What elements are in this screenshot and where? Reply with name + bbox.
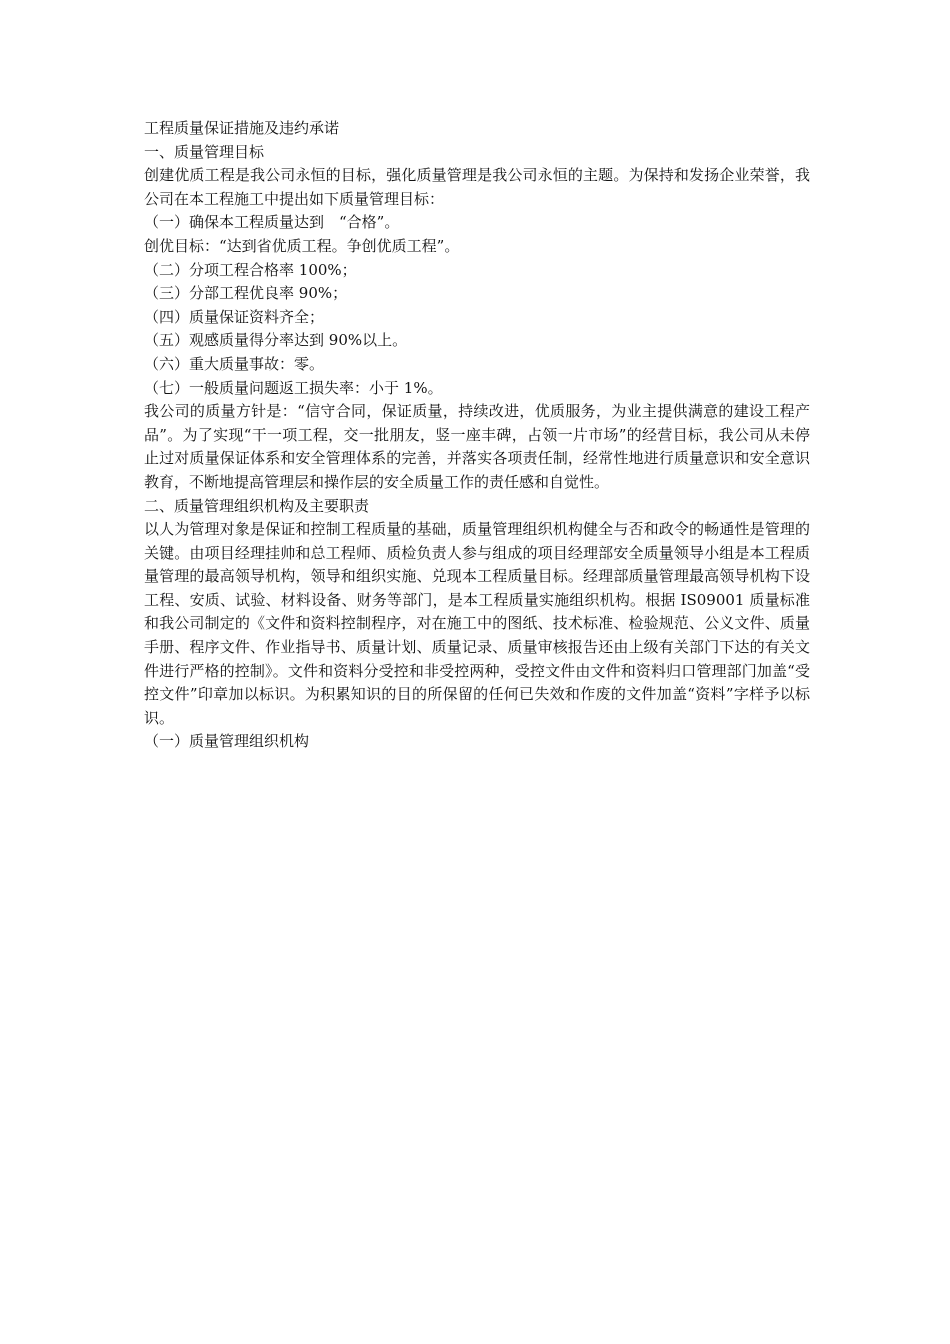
- quality-policy-paragraph: 我公司的质量方针是：“信守合同，保证质量，持续改进，优质服务，为业主提供满意的建设工程产品”。为了实现“干一项工程，交一批朋友，竖一座丰碑，占领一片市场”的经营目标，我公司从未停止过对质量保证体系和安全管理体系的完善，并落实各项责任制，经常性地进行质量意识和安全意识教育，不断地提高管理层和操作层的安全质量工作的责任感和自觉性。: [144, 402, 810, 491]
- document-title: 工程质量保证措施及违约承诺: [144, 119, 340, 137]
- goal-item: （二）分项工程合格率 100%；: [144, 260, 357, 279]
- organization-paragraph: 以人为管理对象是保证和控制工程质量的基础，质量管理组织机构健全与否和政令的畅通性是管理的关键。由项目经理挂帅和总工程师、质检负责人参与组成的项目经理部安全质量领导小组是本工程质量管理的最高领导机构，领导和组织实施、兑现本工程质量目标。经理部质量管理最高领导机构下设工程、安质、试验、材料设备、财务等部门，是本工程质量实施组织机构。根据 IS09001 质量标准和我公司制定的《文件和资料控制程序，对在施工中的图纸、技术标准、检验规范、公义文件、质量手册、程序文件、作业指导书、质量计划、质量记录、质量审核报告还由上级有关部门下达的有关文件进行严格的控制》。文件和资料分受控和非受控两种，受控文件由文件和资料归口管理部门加盖“受控文件”印章加以标识。为积累知识的目的所保留的任何已失效和作废的文件加盖“资料”字样予以标识。: [144, 520, 810, 727]
- goal-item: （六）重大质量事故：零。: [144, 354, 325, 373]
- goal-item: （四）质量保证资料齐全；: [144, 307, 325, 326]
- goal-item: （五）观感质量得分率达到 90%以上。: [144, 331, 408, 350]
- subsection-heading: （一）质量管理组织机构: [144, 732, 310, 751]
- intro-paragraph: 创建优质工程是我公司永恒的目标，强化质量管理是我公司永恒的主题。为保持和发扬企业荣誉，我公司在本工程施工中提出如下质量管理目标：: [144, 166, 810, 208]
- goal-item: （七）一般质量问题返工损失率：小于 1%。: [144, 378, 443, 397]
- goal-item: 创优目标：“达到省优质工程。争创优质工程”。: [144, 236, 460, 255]
- section-2-heading: 二、质量管理组织机构及主要职责: [144, 496, 370, 515]
- section-1-heading: 一、质量管理目标: [144, 142, 265, 161]
- goal-item: （三）分部工程优良率 90%；: [144, 284, 348, 303]
- goal-item: （一）确保本工程质量达到 “合格”。: [144, 213, 400, 232]
- document-page: [144, 117, 810, 754]
